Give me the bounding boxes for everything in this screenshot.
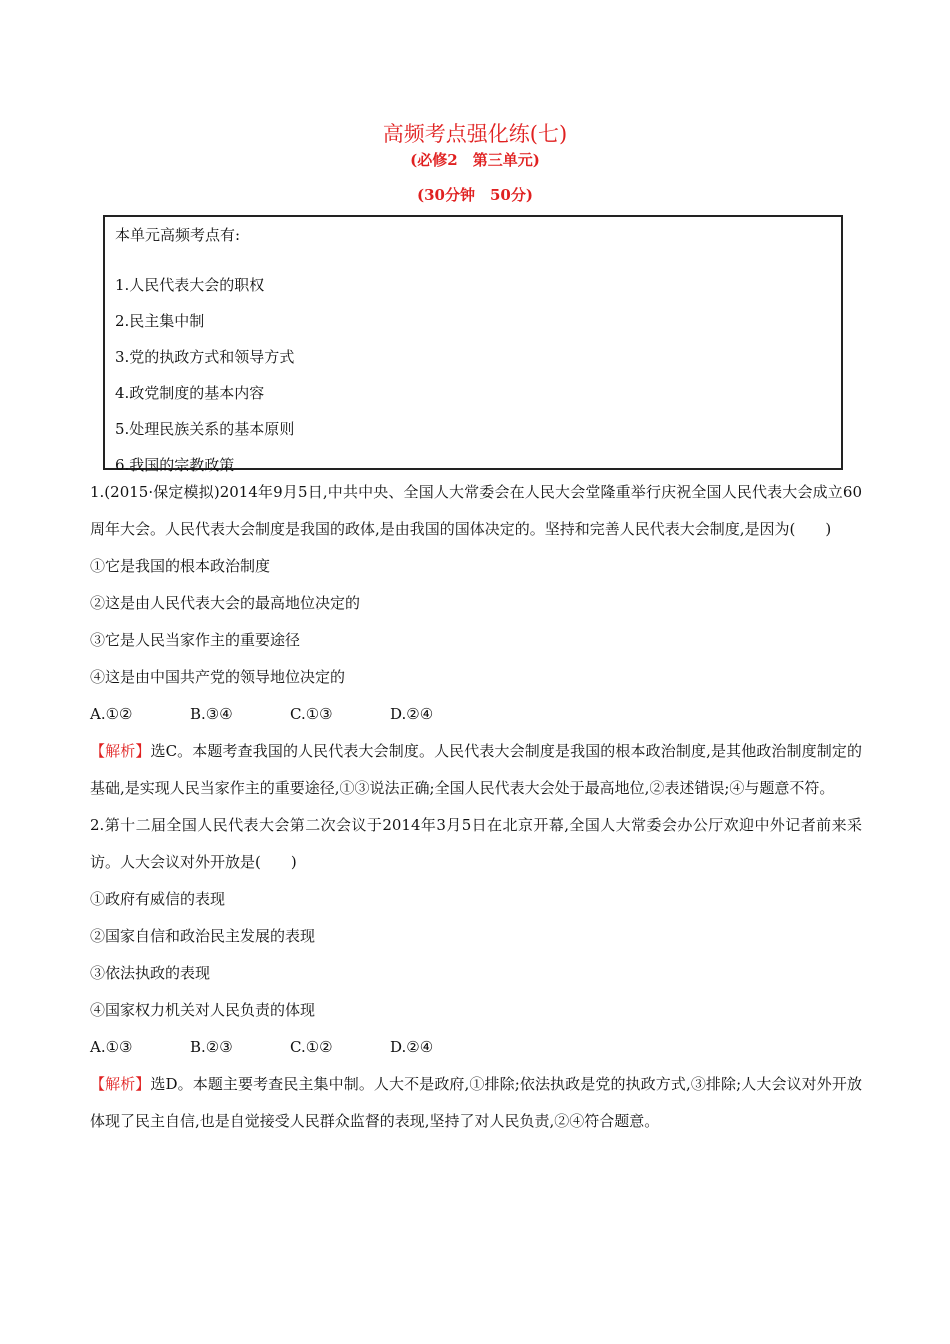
question-1-option: ③它是人民当家作主的重要途径: [90, 631, 301, 649]
page-title: 高频考点强化练(七): [382, 122, 568, 146]
question-2-option: ④国家权力机关对人民负责的体现: [90, 1001, 316, 1019]
key-point-item: 1.人民代表大会的职权: [115, 276, 265, 294]
choice-b: B.③④: [190, 705, 233, 723]
key-point-item: 4.政党制度的基本内容: [115, 384, 265, 402]
question-2-option: ①政府有威信的表现: [90, 890, 226, 908]
analysis-text: 选C。本题考查我国的人民代表大会制度。人民代表大会制度是我国的根本政治制度,是其他政治制度制定的基础,是实现人民当家作主的重要途径,①③说法正确;全国人民代表大会处于最高地位,②表述错误;④与题意不符。: [90, 742, 862, 797]
time-score-note: (30分钟 50分): [417, 186, 533, 204]
question-1-analysis: [90, 733, 862, 807]
key-point-item: 2.民主集中制: [115, 312, 205, 330]
key-point-item: 6.我国的宗教政策: [115, 456, 235, 474]
key-points-box: [103, 215, 843, 474]
choice-c: C.①②: [290, 1038, 333, 1056]
question-2-option: ③依法执政的表现: [90, 964, 211, 982]
choice-d: D.②④: [390, 705, 434, 723]
choice-a: A.①②: [90, 705, 133, 723]
choice-d: D.②④: [390, 1038, 434, 1056]
choice-a: A.①③: [90, 1038, 133, 1056]
key-point-item: 5.处理民族关系的基本原则: [115, 420, 295, 438]
choice-b: B.②③: [190, 1038, 233, 1056]
question-1-option: ④这是由中国共产党的领导地位决定的: [90, 668, 346, 686]
question-1-stem: 1.(2015·保定模拟)2014年9月5日,中共中央、全国人大常委会在人民大会堂隆重举行庆祝全国人民代表大会成立60周年大会。人民代表大会制度是我国的政体,是由我国的国体决定的。坚持和完善人民代表大会制度,是因为( ): [90, 483, 862, 538]
analysis-tag: 【解析】: [90, 742, 151, 760]
question-1-option: ①它是我国的根本政治制度: [90, 557, 271, 575]
key-points-heading: 本单元高频考点有:: [115, 226, 241, 244]
question-1-choices: [90, 696, 862, 733]
question-2-option: ②国家自信和政治民主发展的表现: [90, 927, 316, 945]
question-2-analysis: [90, 1066, 862, 1140]
choice-c: C.①③: [290, 705, 333, 723]
question-2-choices: [90, 1029, 862, 1066]
page-subtitle: (必修2 第三单元): [410, 151, 540, 169]
questions-content: [90, 474, 862, 1140]
question-1-option: ②这是由人民代表大会的最高地位决定的: [90, 594, 361, 612]
analysis-text: 选D。本题主要考查民主集中制。人大不是政府,①排除;依法执政是党的执政方式,③排除;人大会议对外开放体现了民主自信,也是自觉接受人民群众监督的表现,坚持了对人民负责,②④符合题意。: [90, 1075, 862, 1130]
analysis-tag: 【解析】: [90, 1075, 151, 1093]
question-2-stem: 2.第十二届全国人民代表大会第二次会议于2014年3月5日在北京开幕,全国人大常委会办公厅欢迎中外记者前来采访。人大会议对外开放是( ): [90, 816, 862, 871]
key-point-item: 3.党的执政方式和领导方式: [115, 348, 295, 366]
